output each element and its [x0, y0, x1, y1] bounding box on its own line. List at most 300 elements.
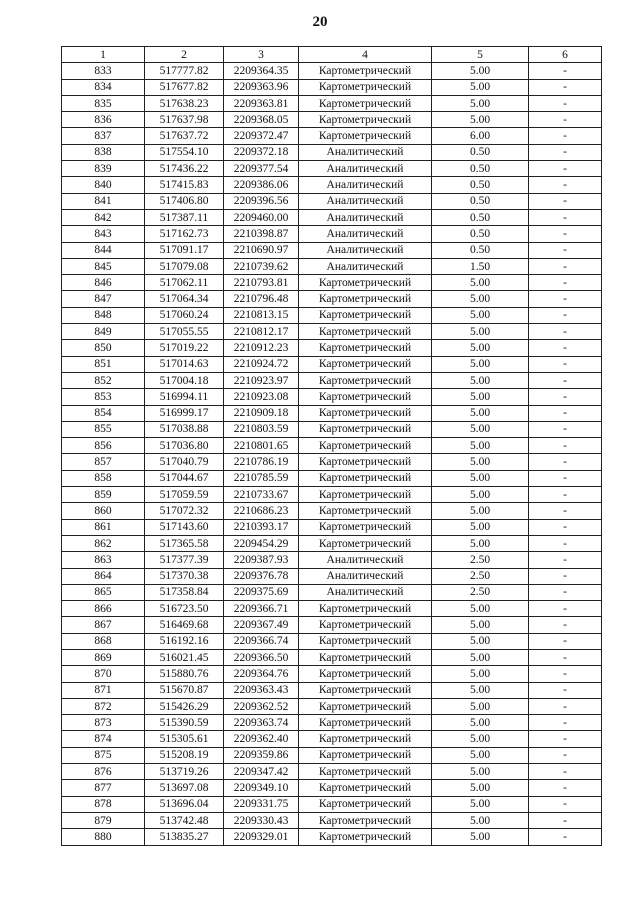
note-cell: -: [529, 666, 602, 682]
accuracy-cell: 5.00: [432, 372, 529, 388]
table-row: [62, 682, 602, 698]
point-number-cell: 838: [62, 144, 145, 160]
x-coordinate-cell: 517091.17: [145, 242, 224, 258]
x-coordinate-cell: 515426.29: [145, 698, 224, 714]
y-coordinate-cell: 2210793.81: [224, 275, 299, 291]
y-coordinate-cell: 2209366.71: [224, 601, 299, 617]
table-row: [62, 128, 602, 144]
accuracy-cell: 5.00: [432, 829, 529, 845]
point-number-cell: 845: [62, 258, 145, 274]
table-row: [62, 340, 602, 356]
y-coordinate-cell: 2209359.86: [224, 747, 299, 763]
x-coordinate-cell: 517059.59: [145, 487, 224, 503]
y-coordinate-cell: 2209372.47: [224, 128, 299, 144]
x-coordinate-cell: 517044.67: [145, 470, 224, 486]
accuracy-cell: 5.00: [432, 307, 529, 323]
table-row: [62, 438, 602, 454]
point-number-cell: 842: [62, 209, 145, 225]
y-coordinate-cell: 2210812.17: [224, 324, 299, 340]
point-number-cell: 833: [62, 63, 145, 79]
column-header: 5: [432, 47, 529, 63]
accuracy-cell: 0.50: [432, 242, 529, 258]
point-number-cell: 866: [62, 601, 145, 617]
table-row: [62, 698, 602, 714]
point-number-cell: 841: [62, 193, 145, 209]
table-row: [62, 633, 602, 649]
method-cell: Картометрический: [299, 666, 432, 682]
x-coordinate-cell: 513696.04: [145, 796, 224, 812]
point-number-cell: 862: [62, 535, 145, 551]
note-cell: -: [529, 63, 602, 79]
y-coordinate-cell: 2209396.56: [224, 193, 299, 209]
table-row: [62, 389, 602, 405]
point-number-cell: 850: [62, 340, 145, 356]
x-coordinate-cell: 517040.79: [145, 454, 224, 470]
note-cell: -: [529, 177, 602, 193]
point-number-cell: 870: [62, 666, 145, 682]
x-coordinate-cell: 517377.39: [145, 552, 224, 568]
accuracy-cell: 5.00: [432, 454, 529, 470]
method-cell: Аналитический: [299, 568, 432, 584]
method-cell: Аналитический: [299, 258, 432, 274]
point-number-cell: 856: [62, 438, 145, 454]
point-number-cell: 847: [62, 291, 145, 307]
y-coordinate-cell: 2209366.74: [224, 633, 299, 649]
note-cell: -: [529, 470, 602, 486]
x-coordinate-cell: 513835.27: [145, 829, 224, 845]
accuracy-cell: 5.00: [432, 356, 529, 372]
y-coordinate-cell: 2210912.23: [224, 340, 299, 356]
point-number-cell: 871: [62, 682, 145, 698]
y-coordinate-cell: 2210803.59: [224, 421, 299, 437]
point-number-cell: 873: [62, 715, 145, 731]
note-cell: -: [529, 144, 602, 160]
x-coordinate-cell: 516021.45: [145, 649, 224, 665]
note-cell: -: [529, 633, 602, 649]
accuracy-cell: 5.00: [432, 617, 529, 633]
y-coordinate-cell: 2210739.62: [224, 258, 299, 274]
note-cell: -: [529, 242, 602, 258]
note-cell: -: [529, 796, 602, 812]
accuracy-cell: 5.00: [432, 519, 529, 535]
accuracy-cell: 5.00: [432, 340, 529, 356]
point-number-cell: 843: [62, 226, 145, 242]
table-row: [62, 112, 602, 128]
method-cell: Картометрический: [299, 633, 432, 649]
y-coordinate-cell: 2209330.43: [224, 812, 299, 828]
note-cell: -: [529, 112, 602, 128]
point-number-cell: 853: [62, 389, 145, 405]
method-cell: Картометрический: [299, 731, 432, 747]
accuracy-cell: 5.00: [432, 780, 529, 796]
method-cell: Картометрический: [299, 438, 432, 454]
y-coordinate-cell: 2209347.42: [224, 764, 299, 780]
point-number-cell: 852: [62, 372, 145, 388]
y-coordinate-cell: 2209377.54: [224, 161, 299, 177]
x-coordinate-cell: 516994.11: [145, 389, 224, 405]
point-number-cell: 876: [62, 764, 145, 780]
point-number-cell: 872: [62, 698, 145, 714]
y-coordinate-cell: 2209329.01: [224, 829, 299, 845]
method-cell: Картометрический: [299, 601, 432, 617]
note-cell: -: [529, 291, 602, 307]
table-row: [62, 372, 602, 388]
x-coordinate-cell: 515305.61: [145, 731, 224, 747]
table-row: [62, 568, 602, 584]
note-cell: -: [529, 324, 602, 340]
note-cell: -: [529, 812, 602, 828]
note-cell: -: [529, 226, 602, 242]
accuracy-cell: 5.00: [432, 95, 529, 111]
x-coordinate-cell: 517143.60: [145, 519, 224, 535]
accuracy-cell: 5.00: [432, 421, 529, 437]
table-row: [62, 405, 602, 421]
accuracy-cell: 0.50: [432, 193, 529, 209]
y-coordinate-cell: 2209364.76: [224, 666, 299, 682]
point-number-cell: 836: [62, 112, 145, 128]
table-row: [62, 258, 602, 274]
y-coordinate-cell: 2210733.67: [224, 487, 299, 503]
method-cell: Картометрический: [299, 356, 432, 372]
accuracy-cell: 1.50: [432, 258, 529, 274]
accuracy-cell: 5.00: [432, 682, 529, 698]
table-row: [62, 161, 602, 177]
note-cell: -: [529, 161, 602, 177]
point-number-cell: 840: [62, 177, 145, 193]
method-cell: Картометрический: [299, 372, 432, 388]
y-coordinate-cell: 2209363.96: [224, 79, 299, 95]
x-coordinate-cell: 517387.11: [145, 209, 224, 225]
method-cell: Картометрический: [299, 747, 432, 763]
method-cell: Картометрический: [299, 503, 432, 519]
x-coordinate-cell: 515880.76: [145, 666, 224, 682]
table-row: [62, 79, 602, 95]
coordinates-table: [61, 46, 602, 846]
accuracy-cell: 0.50: [432, 144, 529, 160]
note-cell: -: [529, 682, 602, 698]
y-coordinate-cell: 2209364.35: [224, 63, 299, 79]
column-header: 2: [145, 47, 224, 63]
y-coordinate-cell: 2209368.05: [224, 112, 299, 128]
method-cell: Картометрический: [299, 112, 432, 128]
method-cell: Аналитический: [299, 226, 432, 242]
method-cell: Картометрический: [299, 324, 432, 340]
accuracy-cell: 5.00: [432, 63, 529, 79]
note-cell: -: [529, 193, 602, 209]
point-number-cell: 865: [62, 584, 145, 600]
table-header-row: [62, 47, 602, 63]
column-header: 1: [62, 47, 145, 63]
x-coordinate-cell: 517637.72: [145, 128, 224, 144]
x-coordinate-cell: 517060.24: [145, 307, 224, 323]
table-row: [62, 177, 602, 193]
table-row: [62, 454, 602, 470]
y-coordinate-cell: 2209460.00: [224, 209, 299, 225]
y-coordinate-cell: 2209367.49: [224, 617, 299, 633]
point-number-cell: 878: [62, 796, 145, 812]
accuracy-cell: 5.00: [432, 487, 529, 503]
method-cell: Аналитический: [299, 161, 432, 177]
accuracy-cell: 5.00: [432, 79, 529, 95]
note-cell: -: [529, 372, 602, 388]
accuracy-cell: 5.00: [432, 698, 529, 714]
table-row: [62, 552, 602, 568]
accuracy-cell: 2.50: [432, 568, 529, 584]
table-row: [62, 764, 602, 780]
note-cell: -: [529, 584, 602, 600]
note-cell: -: [529, 715, 602, 731]
method-cell: Картометрический: [299, 128, 432, 144]
y-coordinate-cell: 2210796.48: [224, 291, 299, 307]
x-coordinate-cell: 517072.32: [145, 503, 224, 519]
table-row: [62, 291, 602, 307]
table-row: [62, 617, 602, 633]
table-row: [62, 503, 602, 519]
method-cell: Картометрический: [299, 682, 432, 698]
table-row: [62, 731, 602, 747]
table-row: [62, 95, 602, 111]
table-row: [62, 209, 602, 225]
point-number-cell: 839: [62, 161, 145, 177]
page-number: 20: [312, 14, 328, 30]
note-cell: -: [529, 340, 602, 356]
note-cell: -: [529, 731, 602, 747]
method-cell: Картометрический: [299, 79, 432, 95]
note-cell: -: [529, 454, 602, 470]
method-cell: Картометрический: [299, 519, 432, 535]
x-coordinate-cell: 517406.80: [145, 193, 224, 209]
y-coordinate-cell: 2210393.17: [224, 519, 299, 535]
accuracy-cell: 0.50: [432, 226, 529, 242]
point-number-cell: 837: [62, 128, 145, 144]
x-coordinate-cell: 516469.68: [145, 617, 224, 633]
accuracy-cell: 5.00: [432, 503, 529, 519]
note-cell: -: [529, 356, 602, 372]
table-row: [62, 601, 602, 617]
table-row: [62, 666, 602, 682]
note-cell: -: [529, 780, 602, 796]
method-cell: Аналитический: [299, 193, 432, 209]
x-coordinate-cell: 513697.08: [145, 780, 224, 796]
table-row: [62, 324, 602, 340]
x-coordinate-cell: 517064.34: [145, 291, 224, 307]
point-number-cell: 880: [62, 829, 145, 845]
note-cell: -: [529, 552, 602, 568]
x-coordinate-cell: 517638.23: [145, 95, 224, 111]
note-cell: -: [529, 601, 602, 617]
accuracy-cell: 5.00: [432, 601, 529, 617]
point-number-cell: 868: [62, 633, 145, 649]
note-cell: -: [529, 829, 602, 845]
note-cell: -: [529, 307, 602, 323]
y-coordinate-cell: 2209331.75: [224, 796, 299, 812]
method-cell: Картометрический: [299, 307, 432, 323]
method-cell: Картометрический: [299, 421, 432, 437]
y-coordinate-cell: 2209362.40: [224, 731, 299, 747]
x-coordinate-cell: 517038.88: [145, 421, 224, 437]
note-cell: -: [529, 764, 602, 780]
method-cell: Аналитический: [299, 144, 432, 160]
method-cell: Картометрический: [299, 63, 432, 79]
method-cell: Картометрический: [299, 812, 432, 828]
table-row: [62, 307, 602, 323]
y-coordinate-cell: 2209363.74: [224, 715, 299, 731]
y-coordinate-cell: 2210801.65: [224, 438, 299, 454]
x-coordinate-cell: 517677.82: [145, 79, 224, 95]
accuracy-cell: 5.00: [432, 649, 529, 665]
method-cell: Картометрический: [299, 454, 432, 470]
accuracy-cell: 5.00: [432, 275, 529, 291]
accuracy-cell: 2.50: [432, 552, 529, 568]
note-cell: -: [529, 421, 602, 437]
accuracy-cell: 5.00: [432, 470, 529, 486]
note-cell: -: [529, 649, 602, 665]
accuracy-cell: 5.00: [432, 747, 529, 763]
point-number-cell: 867: [62, 617, 145, 633]
note-cell: -: [529, 568, 602, 584]
x-coordinate-cell: 516192.16: [145, 633, 224, 649]
accuracy-cell: 0.50: [432, 209, 529, 225]
table-row: [62, 421, 602, 437]
table-row: [62, 519, 602, 535]
y-coordinate-cell: 2210786.19: [224, 454, 299, 470]
method-cell: Картометрический: [299, 535, 432, 551]
x-coordinate-cell: 517777.82: [145, 63, 224, 79]
x-coordinate-cell: 517436.22: [145, 161, 224, 177]
x-coordinate-cell: 517019.22: [145, 340, 224, 356]
x-coordinate-cell: 515390.59: [145, 715, 224, 731]
method-cell: Картометрический: [299, 291, 432, 307]
x-coordinate-cell: 517079.08: [145, 258, 224, 274]
column-header: 4: [299, 47, 432, 63]
point-number-cell: 879: [62, 812, 145, 828]
x-coordinate-cell: 515670.87: [145, 682, 224, 698]
point-number-cell: 875: [62, 747, 145, 763]
note-cell: -: [529, 209, 602, 225]
point-number-cell: 844: [62, 242, 145, 258]
x-coordinate-cell: 513719.26: [145, 764, 224, 780]
table-row: [62, 242, 602, 258]
point-number-cell: 846: [62, 275, 145, 291]
column-header: 3: [224, 47, 299, 63]
accuracy-cell: 5.00: [432, 535, 529, 551]
method-cell: Картометрический: [299, 698, 432, 714]
note-cell: -: [529, 698, 602, 714]
x-coordinate-cell: 515208.19: [145, 747, 224, 763]
y-coordinate-cell: 2209375.69: [224, 584, 299, 600]
y-coordinate-cell: 2210690.97: [224, 242, 299, 258]
method-cell: Картометрический: [299, 617, 432, 633]
y-coordinate-cell: 2209363.81: [224, 95, 299, 111]
y-coordinate-cell: 2209362.52: [224, 698, 299, 714]
column-header: 6: [529, 47, 602, 63]
method-cell: Картометрический: [299, 764, 432, 780]
accuracy-cell: 5.00: [432, 389, 529, 405]
x-coordinate-cell: 517365.58: [145, 535, 224, 551]
method-cell: Аналитический: [299, 584, 432, 600]
method-cell: Аналитический: [299, 242, 432, 258]
point-number-cell: 858: [62, 470, 145, 486]
accuracy-cell: 5.00: [432, 438, 529, 454]
point-number-cell: 855: [62, 421, 145, 437]
point-number-cell: 854: [62, 405, 145, 421]
note-cell: -: [529, 79, 602, 95]
x-coordinate-cell: 516723.50: [145, 601, 224, 617]
table-row: [62, 470, 602, 486]
point-number-cell: 857: [62, 454, 145, 470]
accuracy-cell: 5.00: [432, 112, 529, 128]
y-coordinate-cell: 2209349.10: [224, 780, 299, 796]
note-cell: -: [529, 747, 602, 763]
point-number-cell: 851: [62, 356, 145, 372]
point-number-cell: 877: [62, 780, 145, 796]
note-cell: -: [529, 503, 602, 519]
y-coordinate-cell: 2209376.78: [224, 568, 299, 584]
method-cell: Картометрический: [299, 715, 432, 731]
method-cell: Картометрический: [299, 95, 432, 111]
method-cell: Картометрический: [299, 487, 432, 503]
note-cell: -: [529, 487, 602, 503]
table-row: [62, 487, 602, 503]
method-cell: Картометрический: [299, 405, 432, 421]
table-body: [62, 63, 602, 845]
x-coordinate-cell: 517554.10: [145, 144, 224, 160]
x-coordinate-cell: 513742.48: [145, 812, 224, 828]
x-coordinate-cell: 517062.11: [145, 275, 224, 291]
y-coordinate-cell: 2209366.50: [224, 649, 299, 665]
x-coordinate-cell: 517358.84: [145, 584, 224, 600]
note-cell: -: [529, 438, 602, 454]
y-coordinate-cell: 2210398.87: [224, 226, 299, 242]
point-number-cell: 863: [62, 552, 145, 568]
point-number-cell: 849: [62, 324, 145, 340]
x-coordinate-cell: 517014.63: [145, 356, 224, 372]
y-coordinate-cell: 2210813.15: [224, 307, 299, 323]
accuracy-cell: 2.50: [432, 584, 529, 600]
y-coordinate-cell: 2209454.29: [224, 535, 299, 551]
accuracy-cell: 5.00: [432, 731, 529, 747]
table-row: [62, 275, 602, 291]
note-cell: -: [529, 95, 602, 111]
table-row: [62, 829, 602, 845]
point-number-cell: 848: [62, 307, 145, 323]
table-row: [62, 715, 602, 731]
y-coordinate-cell: 2210909.18: [224, 405, 299, 421]
table-row: [62, 796, 602, 812]
method-cell: Аналитический: [299, 552, 432, 568]
method-cell: Картометрический: [299, 649, 432, 665]
table-row: [62, 193, 602, 209]
note-cell: -: [529, 617, 602, 633]
table-row: [62, 226, 602, 242]
y-coordinate-cell: 2209363.43: [224, 682, 299, 698]
accuracy-cell: 5.00: [432, 324, 529, 340]
method-cell: Аналитический: [299, 177, 432, 193]
x-coordinate-cell: 517055.55: [145, 324, 224, 340]
accuracy-cell: 5.00: [432, 764, 529, 780]
x-coordinate-cell: 517004.18: [145, 372, 224, 388]
y-coordinate-cell: 2210924.72: [224, 356, 299, 372]
table-row: [62, 535, 602, 551]
point-number-cell: 859: [62, 487, 145, 503]
accuracy-cell: 0.50: [432, 161, 529, 177]
accuracy-cell: 5.00: [432, 633, 529, 649]
method-cell: Картометрический: [299, 829, 432, 845]
y-coordinate-cell: 2209386.06: [224, 177, 299, 193]
point-number-cell: 860: [62, 503, 145, 519]
table-row: [62, 780, 602, 796]
note-cell: -: [529, 128, 602, 144]
